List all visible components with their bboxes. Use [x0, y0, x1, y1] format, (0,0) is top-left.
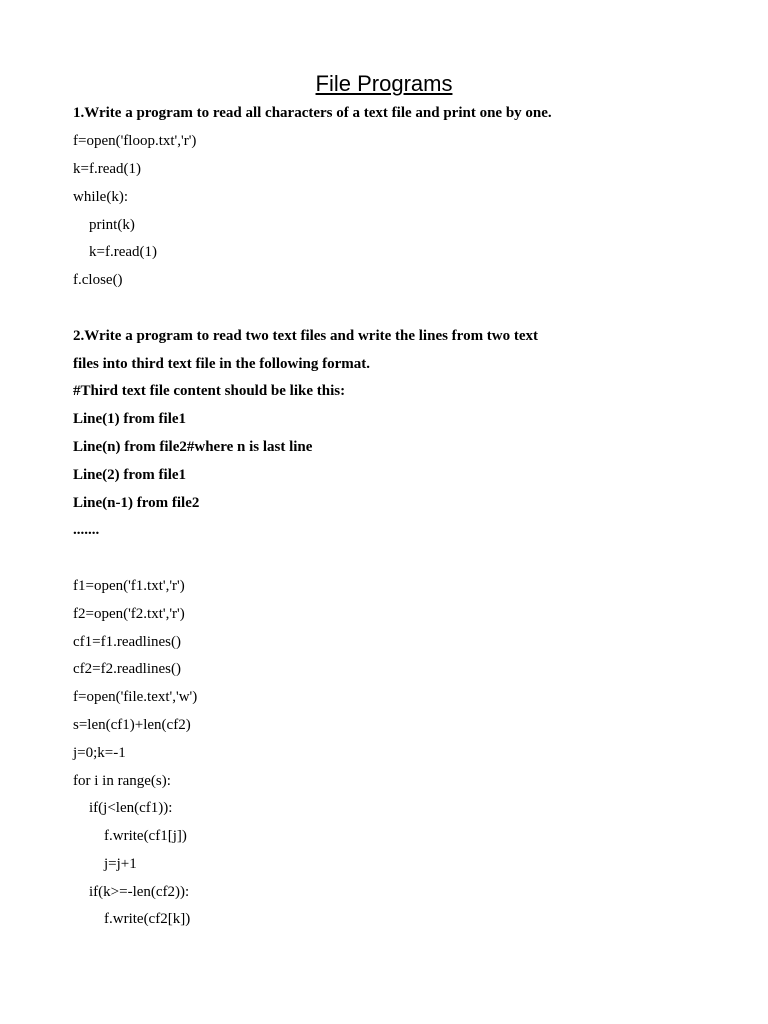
code-line: cf2=f2.readlines(): [73, 661, 181, 677]
code-line: f1=open('f1.txt','r'): [73, 578, 185, 594]
question-2-line: #Third text file content should be like this:: [73, 383, 346, 399]
question-2-line: 2.Write a program to read two text files and write the lines from two text: [73, 328, 539, 344]
question-2-line: Line(n-1) from file2: [73, 495, 200, 511]
code-line: f.write(cf2[k]): [104, 911, 191, 927]
code-line: for i in range(s):: [73, 773, 171, 789]
question-2-line: Line(n) from file2#where n is last line: [73, 439, 313, 455]
question-2-line: Line(2) from file1: [73, 467, 187, 483]
code-line: cf1=f1.readlines(): [73, 634, 181, 650]
code-line: f=open('file.text','w'): [73, 689, 198, 705]
code-line: print(k): [89, 217, 135, 233]
code-line: f=open('floop.txt','r'): [73, 133, 197, 149]
code-line: f.close(): [73, 272, 123, 288]
code-line: j=j+1: [104, 856, 137, 872]
code-line: f.write(cf1[j]): [104, 828, 187, 844]
code-line: s=len(cf1)+len(cf2): [73, 717, 191, 733]
question-2-line: .......: [73, 522, 100, 538]
page-title: File Programs: [315, 71, 453, 96]
code-line: while(k):: [73, 189, 128, 205]
code-line: f2=open('f2.txt','r'): [73, 606, 185, 622]
question-2-line: files into third text file in the following format.: [73, 356, 371, 372]
code-line: k=f.read(1): [89, 244, 158, 260]
code-line: j=0;k=-1: [73, 745, 126, 761]
code-line: if(j<len(cf1)):: [89, 800, 173, 816]
question-2-line: Line(1) from file1: [73, 411, 187, 427]
code-line: if(k>=-len(cf2)):: [89, 884, 190, 900]
question-1: 1.Write a program to read all characters of a text file and print one by one.: [73, 105, 552, 121]
code-line: k=f.read(1): [73, 161, 142, 177]
